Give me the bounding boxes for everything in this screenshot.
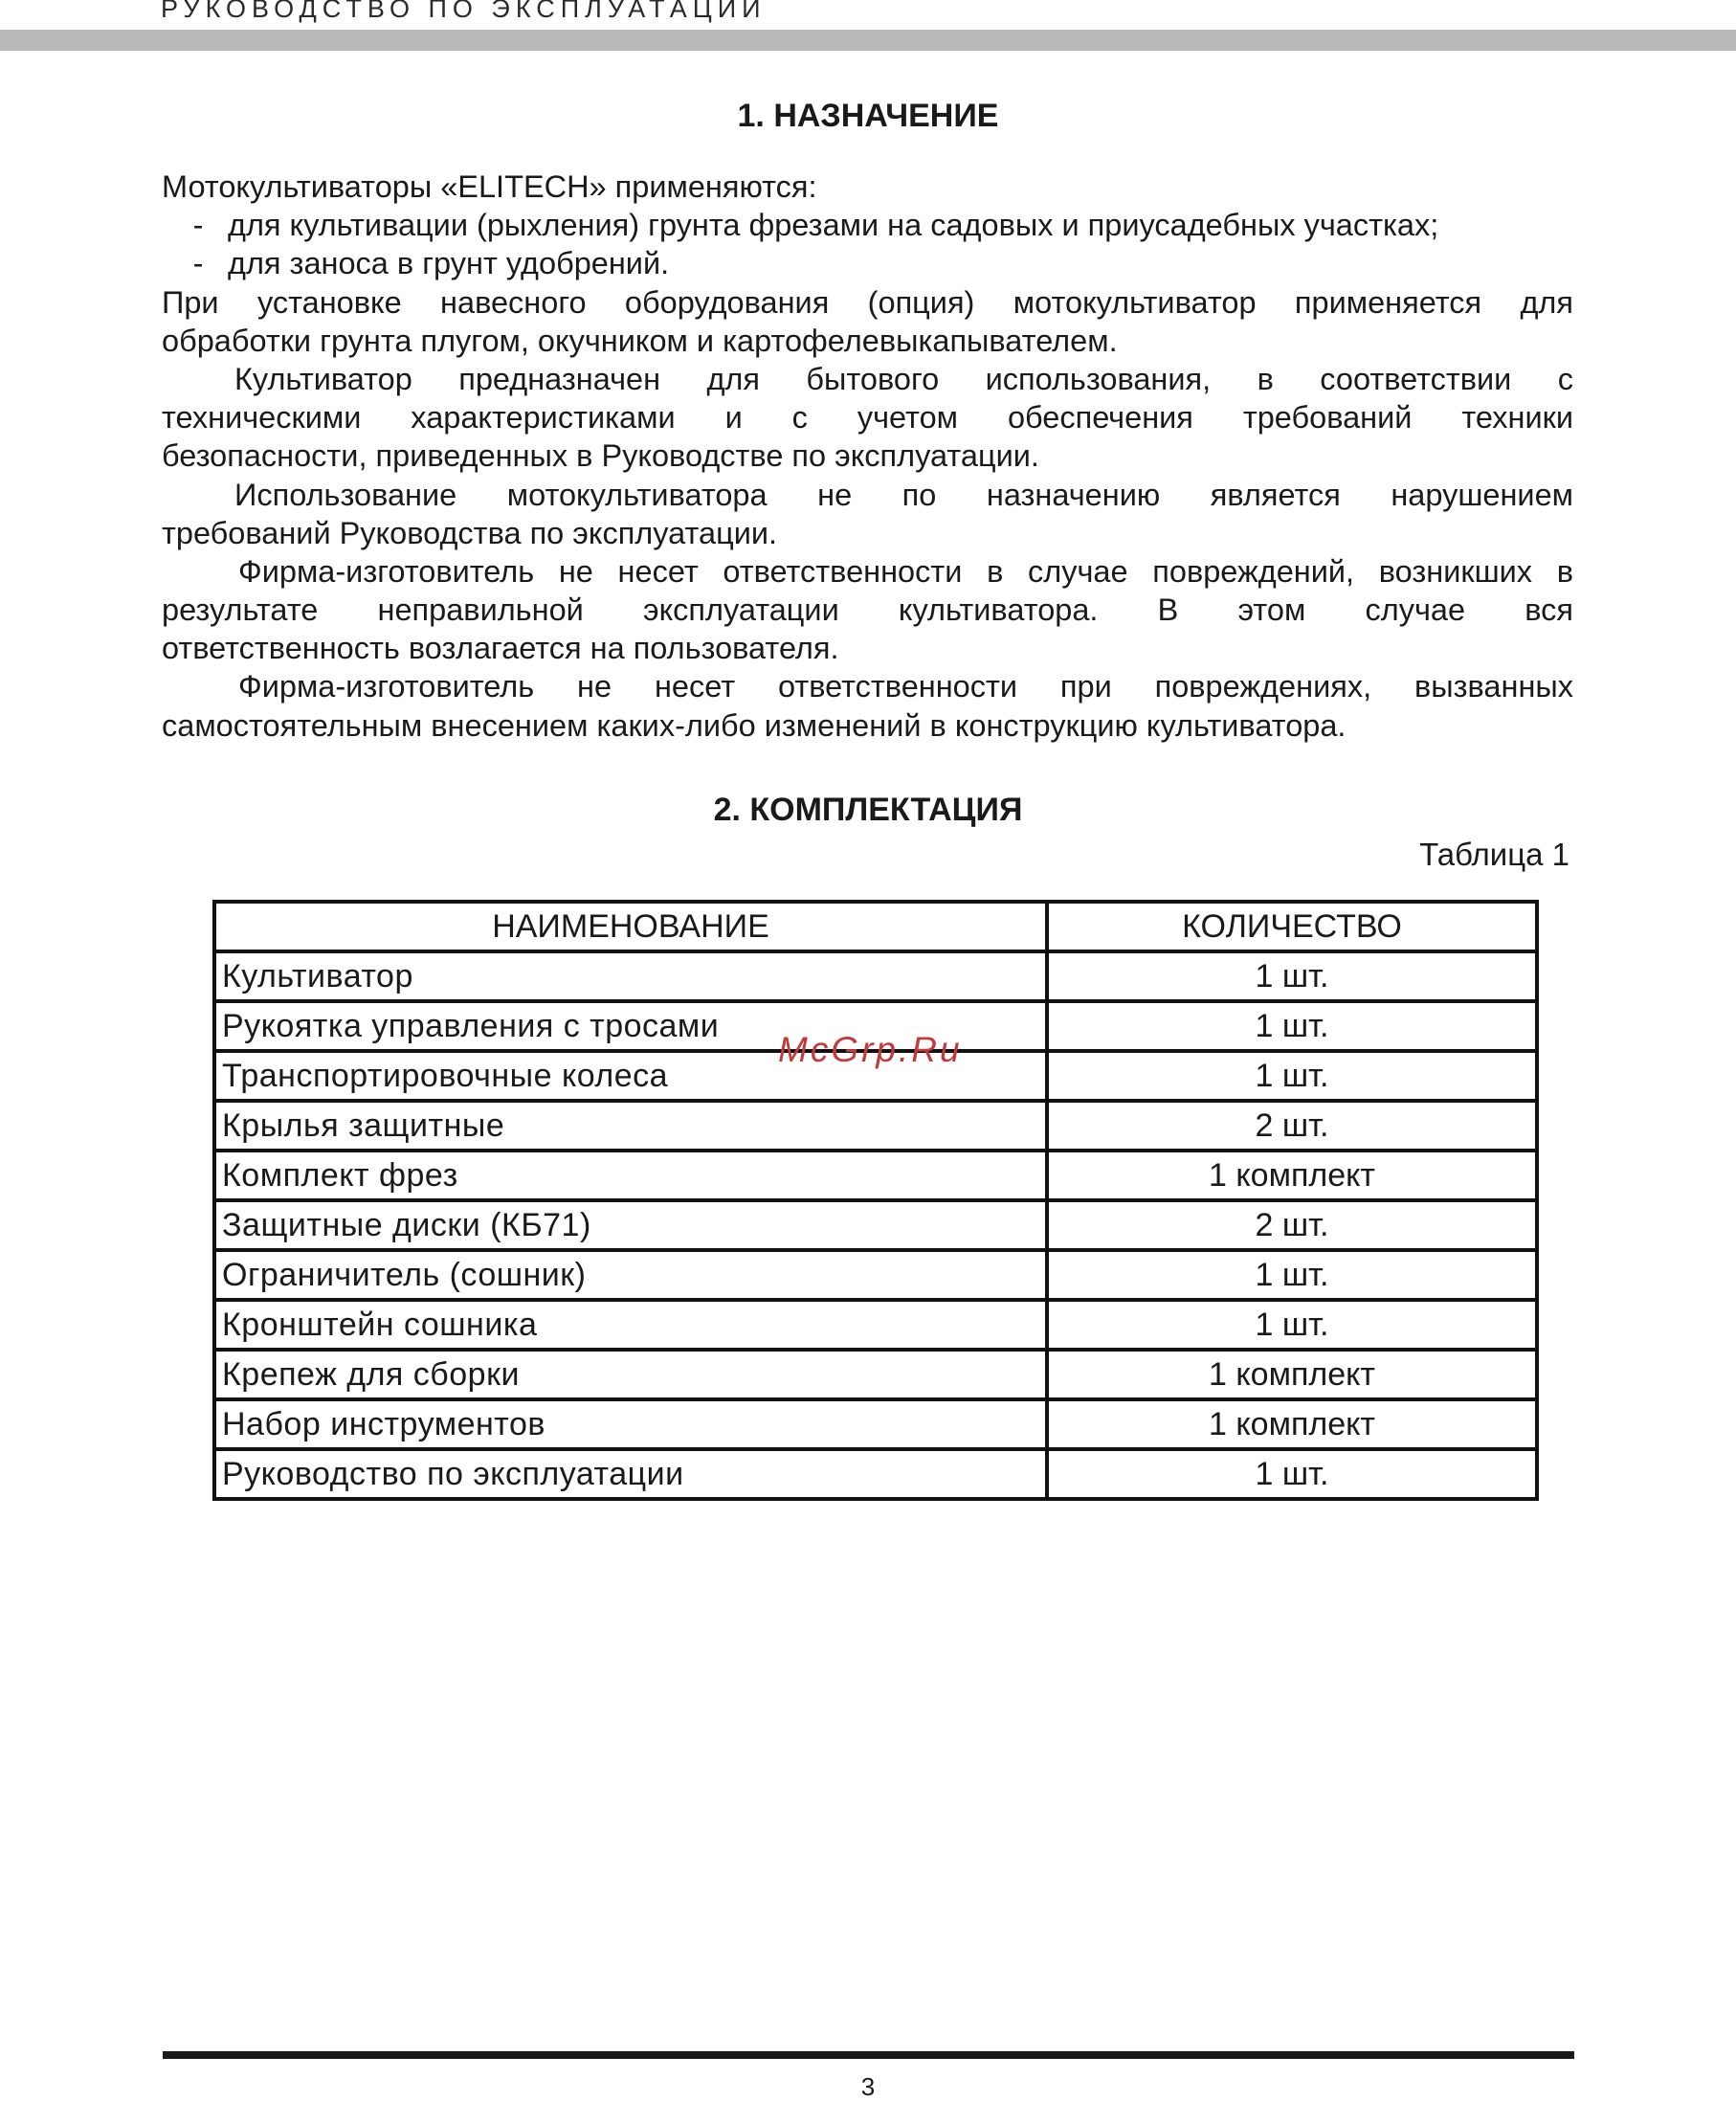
running-header: РУКОВОДСТВО ПО ЭКСПЛУАТАЦИИ: [161, 0, 767, 23]
item-name-cell: Крепеж для сборки: [214, 1350, 1047, 1399]
page-number: 3: [860, 2072, 876, 2101]
item-qty-cell: 1 шт.: [1047, 1051, 1537, 1101]
bullet-item: [162, 206, 1573, 244]
item-qty-cell: 1 комплект: [1047, 1350, 1537, 1399]
item-qty-cell: 1 шт.: [1047, 1449, 1537, 1499]
item-qty-cell: 1 шт.: [1047, 1001, 1537, 1051]
item-qty-cell: 1 шт.: [1047, 1250, 1537, 1300]
table-row: [214, 951, 1537, 1001]
text-line: ответственность возлагается на пользователя.: [162, 631, 839, 666]
item-name-cell: Ограничитель (сошник): [214, 1250, 1047, 1300]
text-line: Мотокультиваторы «ELITECH» применяются:: [162, 169, 817, 204]
item-qty-cell: 1 комплект: [1047, 1399, 1537, 1449]
item-name-cell: Транспортировочные колеса: [214, 1051, 1047, 1101]
table-row: [214, 1300, 1537, 1350]
table-row: [214, 1250, 1537, 1300]
text-span: Фирма-изготовитель не несет ответственности при повреждениях, вызванных: [238, 669, 1573, 704]
table-row: [214, 1200, 1537, 1250]
text-line: самостоятельным внесением каких-либо изменений в конструкцию культиватора.: [162, 707, 1347, 743]
table-row: [214, 1449, 1537, 1499]
bullet-text: для заноса в грунт удобрений.: [228, 246, 670, 281]
text-span: Фирма-изготовитель не несет ответственности в случае повреждений, возникших в: [238, 553, 1573, 589]
item-qty-cell: 1 шт.: [1047, 951, 1537, 1001]
text-line: безопасности, приведенных в Руководстве по эксплуатации.: [162, 438, 1039, 474]
text-line: [162, 360, 1573, 398]
item-qty-cell: 2 шт.: [1047, 1200, 1537, 1250]
table-row: [214, 1399, 1537, 1449]
item-name-cell: Рукоятка управления с тросами: [214, 1001, 1047, 1051]
item-qty-cell: 1 комплект: [1047, 1151, 1537, 1200]
table-row: [214, 1101, 1537, 1151]
text-line: техническими характеристиками и с учетом обеспечения требований техники: [162, 400, 1573, 436]
text-line: обработки грунта плугом, окучником и картофелевыкапывателем.: [162, 323, 1118, 358]
item-name-cell: Культиватор: [214, 951, 1047, 1001]
text-span: Использование мотокультиватора не по назначению является нарушением: [234, 477, 1573, 512]
item-name-cell: Кронштейн сошника: [214, 1300, 1047, 1350]
kit-table: [212, 900, 1539, 1501]
item-name-cell: Защитные диски (КБ71): [214, 1200, 1047, 1250]
text-line: [162, 667, 1573, 705]
item-name-cell: Крылья защитные: [214, 1101, 1047, 1151]
table-header-row: [214, 902, 1537, 951]
column-header-name: НАИМЕНОВАНИЕ: [214, 902, 1047, 951]
item-qty-cell: 2 шт.: [1047, 1101, 1537, 1151]
item-name-cell: Комплект фрез: [214, 1151, 1047, 1200]
text-line: результате неправильной эксплуатации культиватора. В этом случае вся: [162, 592, 1573, 628]
purpose-text: [162, 168, 1573, 745]
table-caption: Таблица 1: [1419, 837, 1569, 872]
table-row: [214, 1151, 1537, 1200]
header-bar: [0, 30, 1736, 51]
bullet-text: для культивации (рыхления) грунта фрезами на садовых и приусадебных участках;: [228, 208, 1439, 243]
text-line: При установке навесного оборудования (опция) мотокультиватор применяется для: [162, 284, 1573, 320]
item-qty-cell: 1 шт.: [1047, 1300, 1537, 1350]
text-line: требований Руководства по эксплуатации.: [162, 515, 778, 550]
item-name-cell: Набор инструментов: [214, 1399, 1047, 1449]
text-line: [162, 552, 1573, 591]
bullet-item: [162, 244, 1573, 282]
watermark: McGrp.Ru: [778, 1030, 963, 1069]
column-header-qty: КОЛИЧЕСТВО: [1047, 902, 1537, 951]
bullet-dash: -: [192, 246, 204, 281]
section-title-kit: 2. КОМПЛЕКТАЦИЯ: [713, 792, 1023, 828]
text-span: Культиватор предназначен для бытового использования, в соответствии с: [234, 361, 1573, 396]
item-name-cell: Руководство по эксплуатации: [214, 1449, 1047, 1499]
footer-rule: [163, 2051, 1574, 2059]
section-title-purpose: 1. НАЗНАЧЕНИЕ: [737, 98, 999, 134]
bullet-dash: -: [192, 208, 204, 243]
text-line: [162, 476, 1573, 514]
table-row: [214, 1350, 1537, 1399]
